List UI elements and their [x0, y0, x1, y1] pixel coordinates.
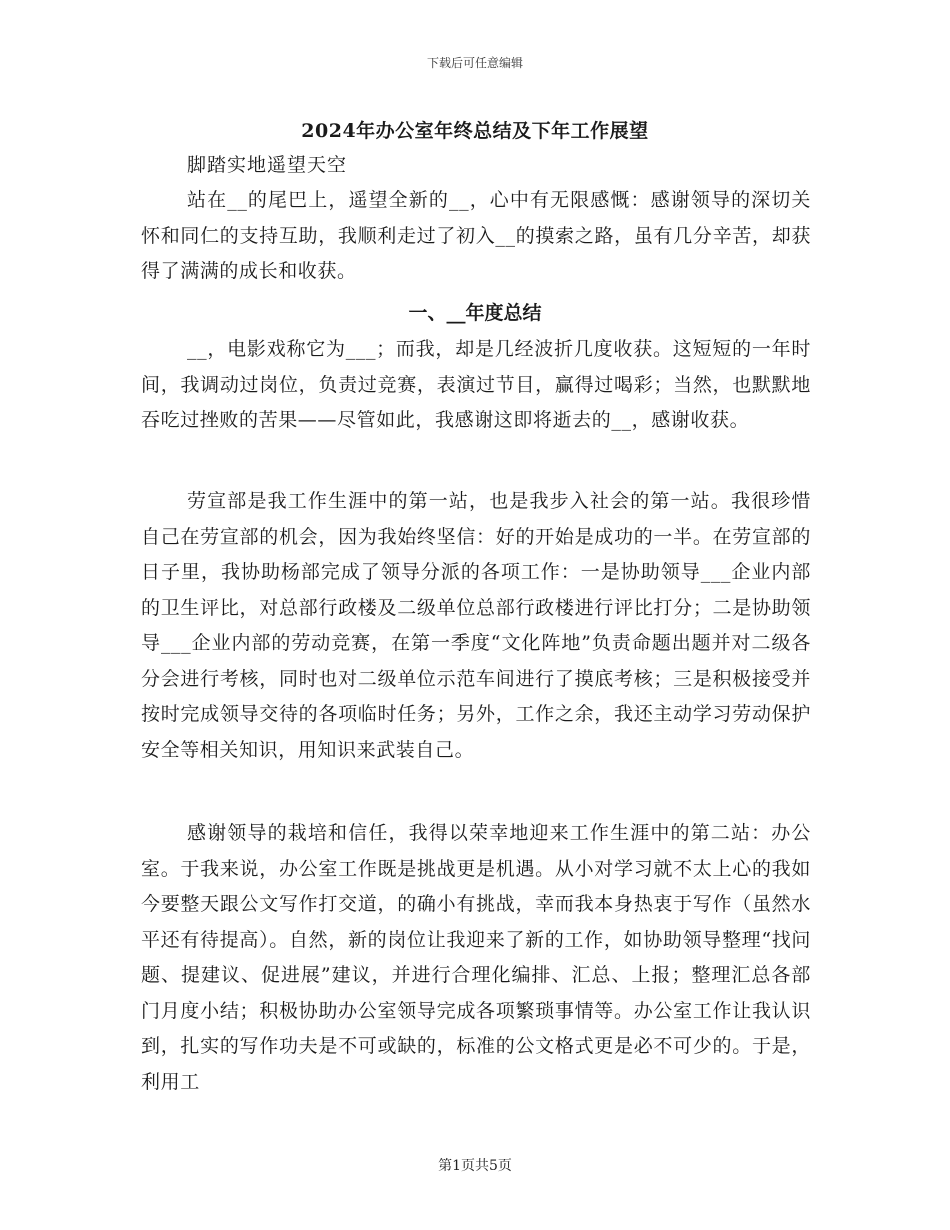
body-paragraph: 劳宣部是我工作生涯中的第一站，也是我步入社会的第一站。我很珍惜自己在劳宣部的机会，因为我始终坚信：好的开始是成功的一半。在劳宣部的日子里，我协助杨部完成了领导分派的各项工作：一是协助领导___企业内部的卫生评比，对总部行政楼及二级单位总部行政楼进行评比打分；二是协助领导___企业内部的劳动竞赛，在第一季度“文化阵地”负责命题出题并对二级各分会进行考核，同时也对二级单位示范车间进行了摸底考核；三是积极接受并按时完成领导交待的各项临时任务；另外，工作之余，我还主动学习劳动保护安全等相关知识，用知识来武装自己。 [141, 490, 811, 761]
intro-paragraph: 站在__的尾巴上，遥望全新的__，心中有无限感慨：感谢领导的深切关怀和同仁的支持互助，我顺利走过了初入__的摸索之路，虽有几分辛苦，却获得了满满的成长和收获。 [141, 189, 811, 282]
document-subtitle: 脚踏实地遥望天空 [187, 154, 348, 176]
section-heading: 一、__年度总结 [408, 302, 542, 324]
body-paragraph: __，电影戏称它为___；而我，却是几经波折几度收获。这短短的一年时间，我调动过岗位，负责过竞赛，表演过节目，赢得过喝彩；当然，也默默地吞吃过挫败的苦果——尽管如此，我感谢这即将逝去的__，感谢收获。 [141, 338, 811, 431]
header-note: 下载后可任意编辑 [426, 56, 523, 70]
document-title: 2024年办公室年终总结及下年工作展望 [301, 120, 649, 142]
body-paragraph: 感谢领导的栽培和信任，我得以荣幸地迎来工作生涯中的第二站：办公室。于我来说，办公室工作既是挑战更是机遇。从小对学习就不太上心的我如今要整天跟公文写作打交道，的确小有挑战，幸而我本身热衷于写作（虽然水平还有待提高）。自然，新的岗位让我迎来了新的工作，如协助领导整理“找问题、提建议、促进展”建议，并进行合理化编排、汇总、上报；整理汇总各部门月度小结；积极协助办公室领导完成各项繁琐事情等。办公室工作让我认识到，扎实的写作功夫是不可或缺的，标准的公文格式更是必不可少的。于是，利用工 [141, 822, 811, 1093]
page-footer: 第1页共5页 [438, 1158, 512, 1174]
